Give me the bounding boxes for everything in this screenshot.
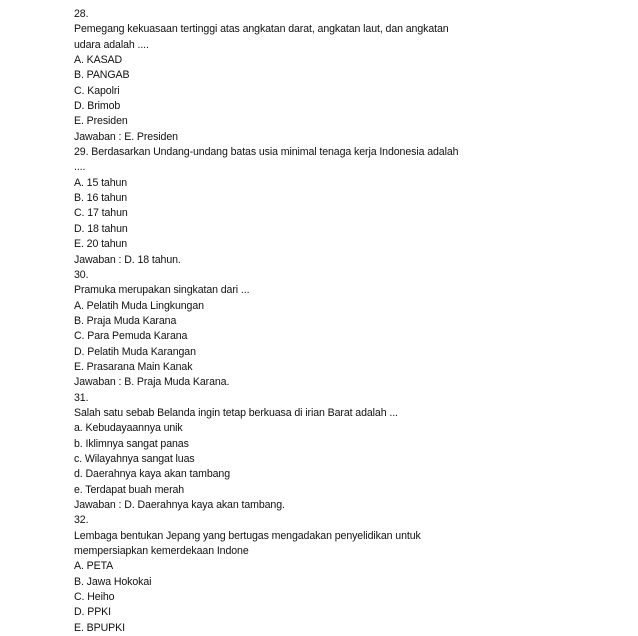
question-number: 32. [74, 514, 89, 527]
option-b: B. Praja Muda Karana [74, 314, 177, 327]
option-e: e. Terdapat buah merah [74, 483, 185, 496]
option-b: B. 16 tahun [74, 192, 128, 205]
option-e: E. Presiden [74, 115, 128, 128]
question-29 [74, 145, 614, 268]
answer: Jawaban : D. 18 tahun. [74, 253, 181, 266]
question-text: .... [74, 161, 86, 174]
document-page [74, 7, 614, 636]
question-text: Lembaga bentukan Jepang yang bertugas mengadakan penyelidikan untuk [74, 529, 421, 542]
option-d: D. PPKI [74, 606, 111, 619]
question-number: 31. [74, 391, 89, 404]
question-28 [74, 7, 614, 145]
question-text: Pemegang kekuasaan tertinggi atas angkatan darat, angkatan laut, dan angkatan [74, 23, 449, 36]
option-b: b. Iklimnya sangat panas [74, 437, 189, 450]
question-text: 29. Berdasarkan Undang-undang batas usia minimal tenaga kerja Indonesia adalah [74, 146, 459, 159]
answer: Jawaban : D. Daerahnya kaya akan tambang. [74, 499, 285, 511]
option-d: D. Pelatih Muda Karangan [74, 345, 196, 358]
option-b: B. Jawa Hokokai [74, 575, 152, 588]
question-number: 28. [74, 8, 89, 20]
option-d: D. 18 tahun [74, 222, 128, 235]
option-a: A. 15 tahun [74, 176, 128, 189]
question-30 [74, 268, 614, 391]
option-c: C. Heiho [74, 591, 115, 604]
question-text: Salah satu sebab Belanda ingin tetap berkuasa di irian Barat adalah ... [74, 406, 398, 419]
answer: Jawaban : E. Presiden [74, 130, 178, 143]
question-text: Pramuka merupakan singkatan dari ... [74, 284, 250, 297]
option-d: D. Brimob [74, 100, 121, 113]
option-c: C. Para Pemuda Karana [74, 330, 188, 343]
option-e: E. Prasarana Main Kanak [74, 360, 193, 373]
option-a: a. Kebudayaannya unik [74, 422, 183, 435]
option-c: C. 17 tahun [74, 207, 128, 220]
question-text: mempersiapkan kemerdekaan Indone [74, 545, 249, 558]
answer: Jawaban : B. Praja Muda Karana. [74, 376, 230, 389]
question-text: udara adalah .... [74, 38, 149, 51]
option-b: B. PANGAB [74, 69, 130, 82]
question-32 [74, 513, 614, 636]
option-a: A. PETA [74, 560, 114, 573]
option-c: c. Wilayahnya sangat luas [74, 452, 195, 465]
question-31 [74, 391, 614, 514]
option-c: C. Kapolri [74, 84, 120, 97]
question-number: 30. [74, 268, 89, 281]
option-a: A. Pelatih Muda Lingkungan [74, 299, 204, 312]
option-e: E. 20 tahun [74, 238, 128, 251]
option-d: d. Daerahnya kaya akan tambang [74, 468, 231, 481]
option-a: A. KASAD [74, 54, 123, 67]
option-e: E. BPUPKI [74, 621, 125, 634]
